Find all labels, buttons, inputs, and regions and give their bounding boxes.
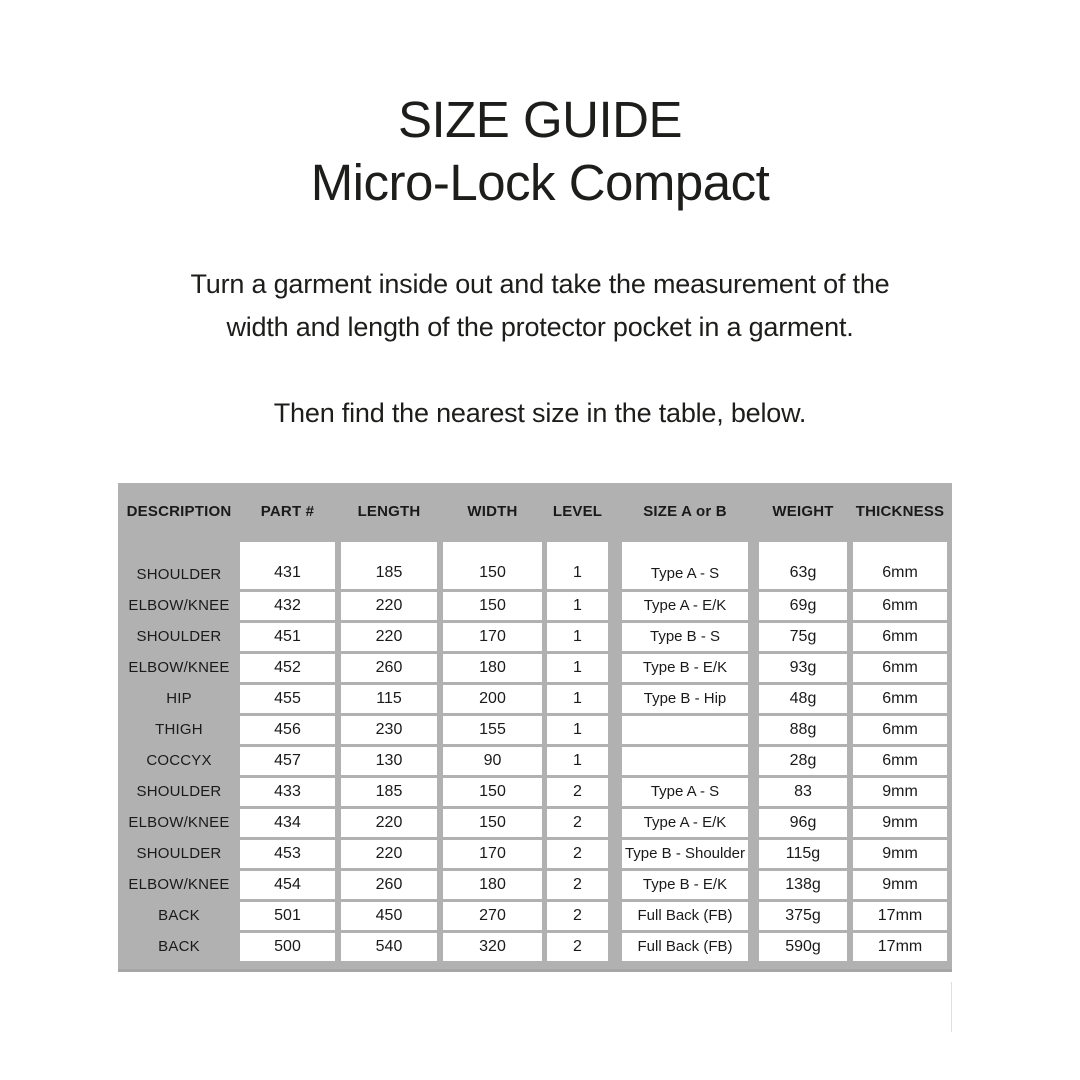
cell-size-a-or-b <box>622 747 748 775</box>
cell-weight: 63g <box>759 542 847 589</box>
cell-length: 260 <box>341 871 437 899</box>
cell-length: 260 <box>341 654 437 682</box>
table-row <box>118 745 952 776</box>
cell-width: 270 <box>443 902 542 930</box>
cell-level: 2 <box>547 902 608 930</box>
table-row <box>118 683 952 714</box>
cell-thickness: 6mm <box>853 654 947 682</box>
cell-weight: 48g <box>759 685 847 713</box>
cell-level: 2 <box>547 778 608 806</box>
column-header-thickness: THICKNESS <box>855 503 945 520</box>
cell-level: 1 <box>547 747 608 775</box>
row-description-label: BACK <box>158 907 200 924</box>
cell-level: 1 <box>547 685 608 713</box>
row-description-label: HIP <box>166 690 192 707</box>
table-row <box>118 838 952 869</box>
cell-weight: 93g <box>759 654 847 682</box>
row-description-label: BACK <box>158 938 200 955</box>
instructions-paragraph <box>0 263 1080 349</box>
table-row <box>118 807 952 838</box>
cell-width: 150 <box>443 542 542 589</box>
cell-length: 220 <box>341 623 437 651</box>
cell-thickness: 6mm <box>853 716 947 744</box>
table-row <box>118 590 952 621</box>
row-description-label: ELBOW/KNEE <box>128 659 230 676</box>
cell-size-a-or-b: Type B - Shoulder <box>622 840 748 868</box>
cell-length: 185 <box>341 542 437 589</box>
size-guide-table <box>118 483 952 972</box>
cell-size-a-or-b: Type A - E/K <box>622 592 748 620</box>
cell-part-number: 432 <box>240 592 335 620</box>
table-row <box>118 900 952 931</box>
cell-length: 220 <box>341 809 437 837</box>
cell-length: 450 <box>341 902 437 930</box>
cell-length: 130 <box>341 747 437 775</box>
cell-weight: 138g <box>759 871 847 899</box>
row-description-label: SHOULDER <box>136 628 222 645</box>
instructions-line1: Turn a garment inside out and take the measurement of the <box>190 269 890 299</box>
cell-weight: 83 <box>759 778 847 806</box>
cell-level: 1 <box>547 592 608 620</box>
column-header-part: PART # <box>260 503 315 520</box>
cell-level: 2 <box>547 871 608 899</box>
cell-width: 200 <box>443 685 542 713</box>
cell-part-number: 501 <box>240 902 335 930</box>
cell-length: 220 <box>341 840 437 868</box>
cell-width: 150 <box>443 778 542 806</box>
cell-width: 150 <box>443 809 542 837</box>
cell-thickness: 9mm <box>853 871 947 899</box>
table-row <box>118 621 952 652</box>
table-body <box>118 540 952 962</box>
cell-weight: 69g <box>759 592 847 620</box>
cell-length: 220 <box>341 592 437 620</box>
row-description-label: ELBOW/KNEE <box>128 597 230 614</box>
cell-length: 185 <box>341 778 437 806</box>
row-description-label: SHOULDER <box>136 783 222 800</box>
cell-width: 155 <box>443 716 542 744</box>
cell-part-number: 457 <box>240 747 335 775</box>
table-header-row <box>118 483 952 540</box>
column-header-level: LEVEL <box>552 503 603 520</box>
row-description-label: ELBOW/KNEE <box>128 876 230 893</box>
cell-part-number: 454 <box>240 871 335 899</box>
cell-thickness: 6mm <box>853 542 947 589</box>
cell-part-number: 500 <box>240 933 335 961</box>
cell-thickness: 17mm <box>853 933 947 961</box>
cell-level: 1 <box>547 542 608 589</box>
cell-part-number: 456 <box>240 716 335 744</box>
cell-level: 1 <box>547 623 608 651</box>
cell-level: 1 <box>547 716 608 744</box>
cell-weight: 88g <box>759 716 847 744</box>
cell-width: 170 <box>443 840 542 868</box>
cell-size-a-or-b: Type B - S <box>622 623 748 651</box>
cell-part-number: 452 <box>240 654 335 682</box>
instructions-find-size: Then find the nearest size in the table, below. <box>273 398 807 428</box>
cell-length: 230 <box>341 716 437 744</box>
cell-thickness: 9mm <box>853 778 947 806</box>
cell-size-a-or-b: Full Back (FB) <box>622 902 748 930</box>
page-title-line1: SIZE GUIDE <box>397 91 683 148</box>
cell-size-a-or-b: Type B - Hip <box>622 685 748 713</box>
cell-thickness: 6mm <box>853 623 947 651</box>
cell-length: 540 <box>341 933 437 961</box>
divider-artifact-line <box>951 982 952 1032</box>
cell-level: 2 <box>547 840 608 868</box>
instructions-line2: width and length of the protector pocket in a garment. <box>226 312 854 342</box>
cell-weight: 75g <box>759 623 847 651</box>
cell-weight: 375g <box>759 902 847 930</box>
cell-size-a-or-b: Full Back (FB) <box>622 933 748 961</box>
table-row <box>118 776 952 807</box>
cell-part-number: 453 <box>240 840 335 868</box>
cell-level: 1 <box>547 654 608 682</box>
cell-weight: 590g <box>759 933 847 961</box>
cell-thickness: 6mm <box>853 685 947 713</box>
cell-width: 170 <box>443 623 542 651</box>
table-row <box>118 869 952 900</box>
cell-thickness: 9mm <box>853 840 947 868</box>
cell-width: 180 <box>443 654 542 682</box>
row-description-label: SHOULDER <box>136 845 222 862</box>
table-row <box>118 652 952 683</box>
cell-part-number: 455 <box>240 685 335 713</box>
column-header-width: WIDTH <box>467 503 518 520</box>
cell-weight: 96g <box>759 809 847 837</box>
cell-size-a-or-b: Type A - E/K <box>622 809 748 837</box>
cell-width: 320 <box>443 933 542 961</box>
cell-level: 2 <box>547 809 608 837</box>
cell-size-a-or-b: Type B - E/K <box>622 654 748 682</box>
cell-part-number: 451 <box>240 623 335 651</box>
cell-thickness: 17mm <box>853 902 947 930</box>
page-title <box>0 88 1080 214</box>
cell-part-number: 433 <box>240 778 335 806</box>
table-row <box>118 931 952 962</box>
row-description-label: ELBOW/KNEE <box>128 814 230 831</box>
cell-width: 150 <box>443 592 542 620</box>
cell-level: 2 <box>547 933 608 961</box>
cell-thickness: 6mm <box>853 747 947 775</box>
column-header-weight: WEIGHT <box>772 503 834 520</box>
cell-size-a-or-b: Type A - S <box>622 778 748 806</box>
row-description-label: SHOULDER <box>136 566 222 583</box>
column-header-size: SIZE A or B <box>643 503 727 520</box>
cell-thickness: 9mm <box>853 809 947 837</box>
cell-part-number: 434 <box>240 809 335 837</box>
table-row <box>118 540 952 590</box>
cell-size-a-or-b: Type A - S <box>622 542 748 589</box>
cell-size-a-or-b <box>622 716 748 744</box>
column-header-length: LENGTH <box>357 503 421 520</box>
column-header-description: DESCRIPTION <box>126 503 232 520</box>
page-title-line2: Micro-Lock Compact <box>310 154 770 211</box>
cell-width: 180 <box>443 871 542 899</box>
cell-length: 115 <box>341 685 437 713</box>
cell-part-number: 431 <box>240 542 335 589</box>
cell-size-a-or-b: Type B - E/K <box>622 871 748 899</box>
row-description-label: THIGH <box>155 721 203 738</box>
cell-weight: 28g <box>759 747 847 775</box>
cell-weight: 115g <box>759 840 847 868</box>
cell-width: 90 <box>443 747 542 775</box>
cell-thickness: 6mm <box>853 592 947 620</box>
row-description-label: COCCYX <box>146 752 212 769</box>
table-row <box>118 714 952 745</box>
